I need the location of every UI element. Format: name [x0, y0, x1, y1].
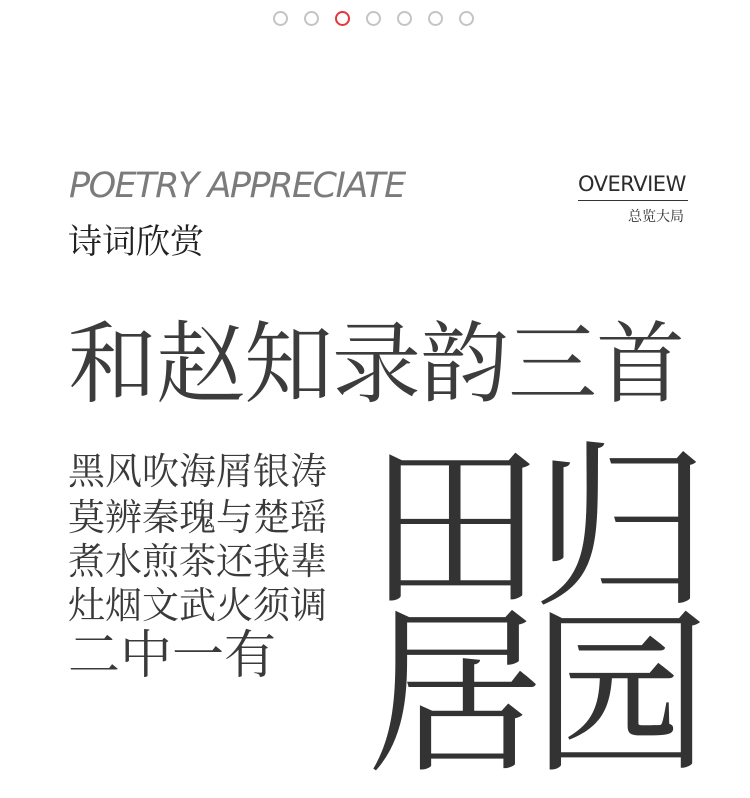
page-dot-2[interactable] — [304, 11, 319, 26]
page-dot-5[interactable] — [397, 11, 412, 26]
overview-subtitle: 总览大局 — [628, 209, 684, 225]
page-dot-7[interactable] — [459, 11, 474, 26]
page-dot-3-active[interactable] — [335, 11, 350, 26]
big-character: 归 — [532, 425, 710, 632]
page-dot-6[interactable] — [428, 11, 443, 26]
big-character: 田 — [366, 425, 544, 632]
section-title-chinese: 诗词欣赏 — [68, 222, 204, 262]
page-dot-4[interactable] — [366, 11, 381, 26]
verse-line: 二中一有 — [68, 626, 277, 686]
verse-line: 黑风吹海屑银涛 — [68, 450, 327, 493]
overview-link[interactable]: OVERVIEW — [578, 172, 686, 196]
page-dot-1[interactable] — [273, 11, 288, 26]
section-title-english: POETRY APPRECIATE — [69, 166, 405, 206]
big-character: 园 — [532, 591, 710, 798]
poem-title: 和赵知录韵三首 — [68, 312, 684, 416]
overview-underline — [578, 200, 688, 201]
verse-line: 灶烟文武火须调 — [68, 584, 327, 627]
verse-line: 莫辨秦瑰与楚瑶 — [68, 496, 327, 539]
big-character: 居 — [366, 591, 544, 798]
verse-line: 煮水煎茶还我辈 — [68, 540, 327, 583]
